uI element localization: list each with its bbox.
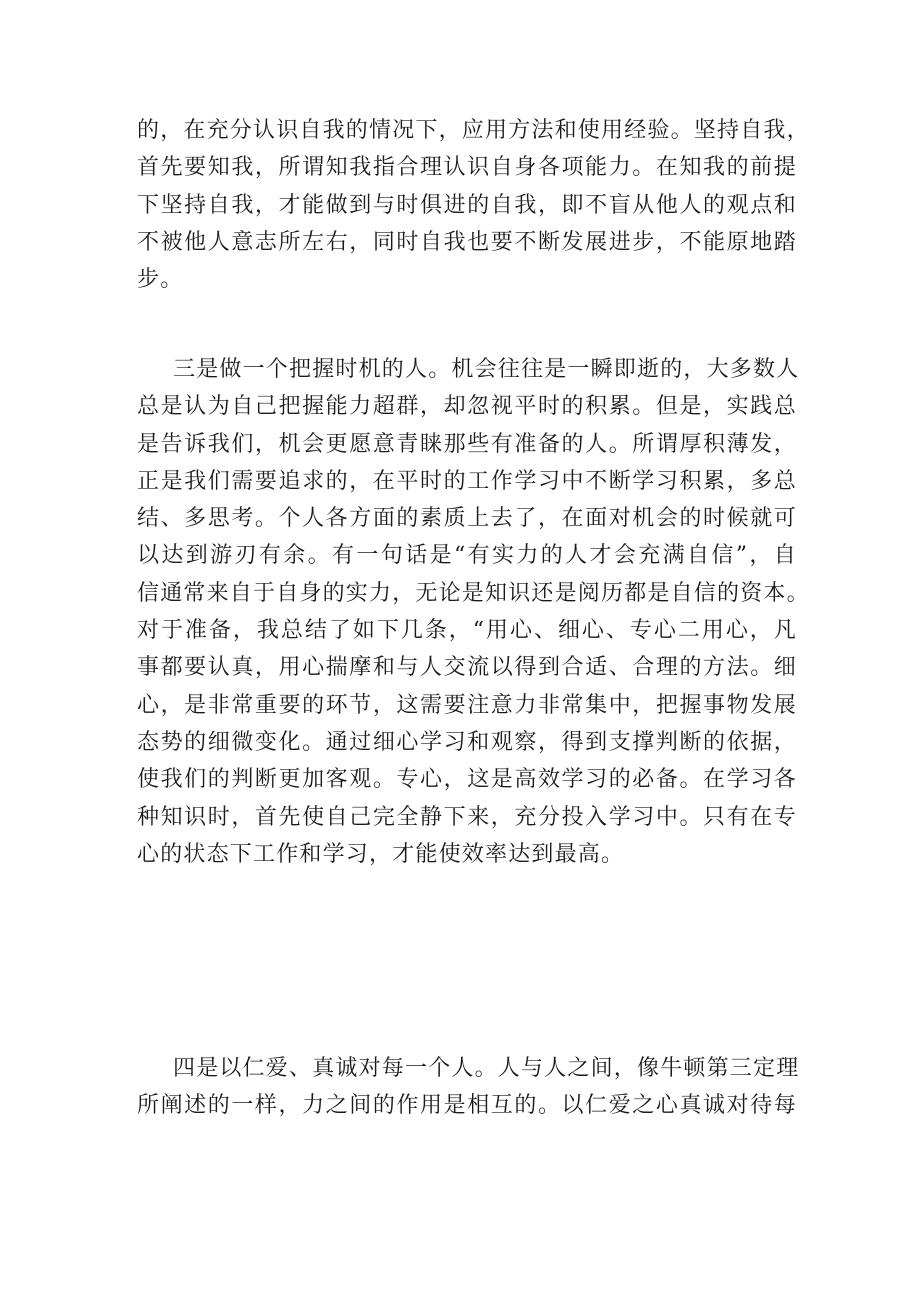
text-line: 使我们的判断更加客观。专心，这是高效学习的必备。在学习各 (137, 767, 797, 793)
text-line: 对于准备，我总结了如下几条，“用心、细心、专心二用心，凡 (137, 618, 797, 644)
text-line: 三是做一个把握时机的人。机会往往是一瞬即逝的，大多数人 (173, 357, 800, 382)
text-line: 以达到游刃有余。有一句话是“有实力的人才会充满自信”，自 (137, 543, 797, 569)
text-line: 心的状态下工作和学习，才能使效率达到最高。 (137, 841, 625, 867)
text-line: 下坚持自我，才能做到与时俱进的自我，即不盲从他人的观点和 (137, 192, 797, 218)
text-line: 结、多思考。个人各方面的素质上去了，在面对机会的时候就可 (137, 506, 797, 532)
paragraph-kindness-sincerity (137, 1050, 800, 1125)
text-line: 首先要知我，所谓知我指合理认识自身各项能力。在知我的前提 (137, 155, 797, 181)
text-line: 四是以仁爱、真诚对每一个人。人与人之间，像牛顿第三定理 (173, 1056, 800, 1081)
text-line: 态势的细微变化。通过细心学习和观察，得到支撑判断的依据， (137, 729, 797, 755)
text-line: 是告诉我们，机会更愿意青睐那些有准备的人。所谓厚积薄发， (137, 431, 797, 457)
text-line: 总是认为自己把握能力超群，却忽视平时的积累。但是，实践总 (137, 394, 797, 420)
text-line: 种知识时，首先使自己完全静下来，充分投入学习中。只有在专 (137, 804, 797, 830)
text-line: 事都要认真，用心揣摩和与人交流以得到合适、合理的方法。细 (137, 655, 797, 681)
text-line: 步。 (137, 267, 184, 293)
paragraph-self-persistence (137, 112, 810, 298)
text-line: 所阐述的一样，力之间的作用是相互的。以仁爱之心真诚对待每 (137, 1093, 797, 1119)
text-line: 的，在充分认识自我的情况下，应用方法和使用经验。坚持自我， (137, 118, 810, 143)
text-line: 正是我们需要追求的，在平时的工作学习中不断学习积累，多总 (137, 468, 797, 494)
text-line: 心，是非常重要的环节，这需要注意力非常集中，把握事物发展 (137, 692, 797, 718)
text-line: 信通常来自于自身的实力，无论是知识还是阅历都是自信的资本。 (137, 580, 810, 606)
text-line: 不被他人意志所左右，同时自我也要不断发展进步，不能原地踏 (137, 229, 797, 255)
paragraph-seize-opportunity (137, 351, 810, 873)
